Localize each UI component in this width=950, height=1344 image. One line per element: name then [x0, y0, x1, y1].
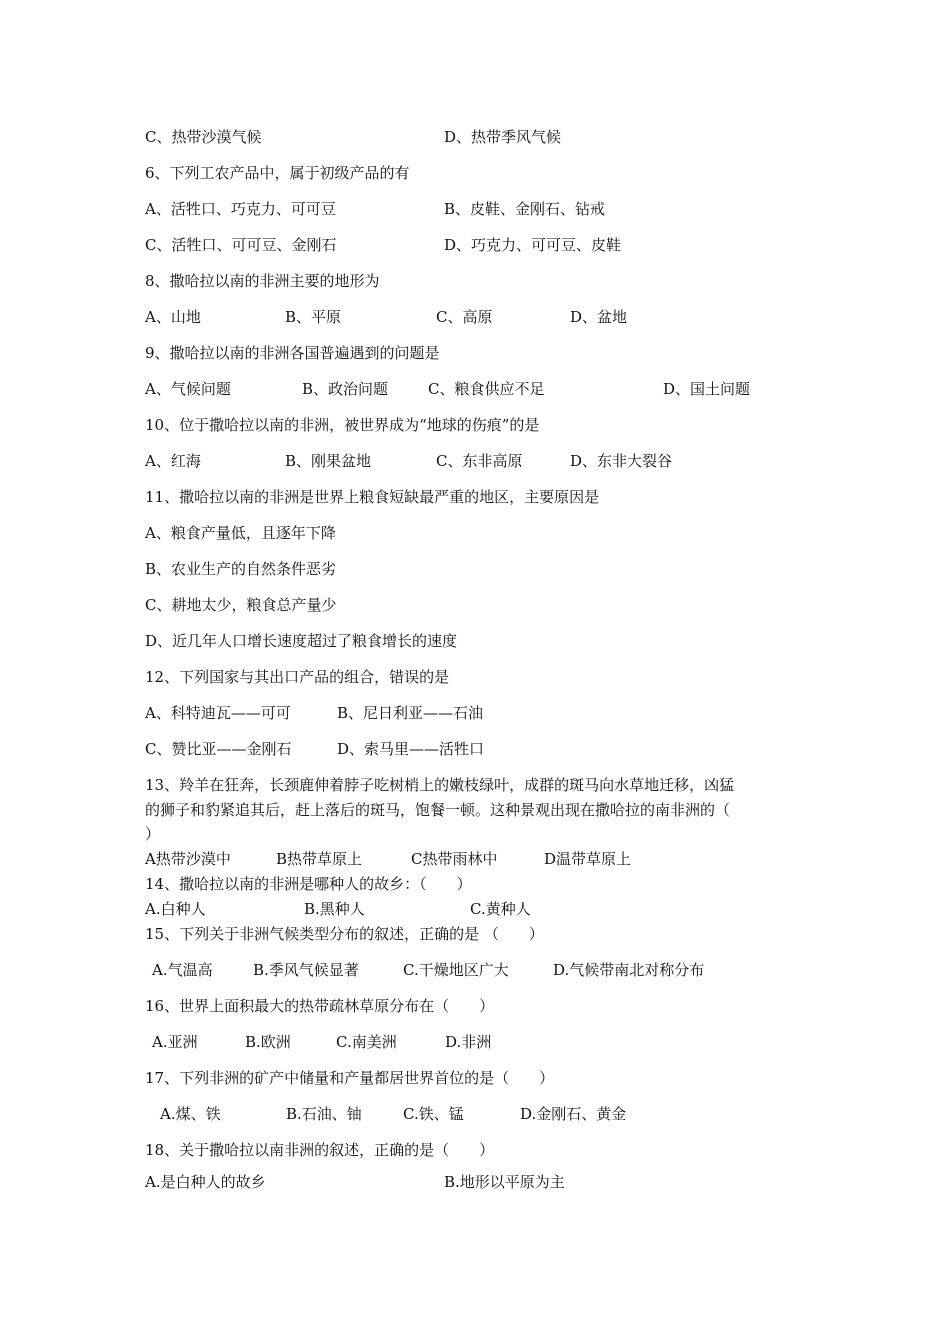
question-17: 17、下列非洲的矿产中储量和产量都居世界首位的是（ ） — [145, 1069, 555, 1087]
option-b: B、皮鞋、金刚石、钻戒 — [444, 200, 606, 218]
option-c: C.干燥地区广大 — [403, 961, 509, 979]
option-b: B、刚果盆地 — [285, 452, 372, 470]
option-c: C、耕地太少，粮食总产量少 — [145, 596, 337, 614]
option-a: A、气候问题 — [145, 380, 231, 398]
option-a: A.是白种人的故乡 — [145, 1173, 266, 1191]
option-a: A、红海 — [145, 452, 201, 470]
option-c: C、粮食供应不足 — [428, 380, 545, 398]
option-c: C、热带沙漠气候 — [145, 128, 262, 146]
question-6: 6、下列工农产品中，属于初级产品的有 — [145, 164, 410, 182]
question-14: 14、撒哈拉以南的非洲是哪种人的故乡：（ ） — [145, 875, 472, 893]
option-d: D.金刚石、黄金 — [520, 1105, 627, 1123]
option-d: D、巧克力、可可豆、皮鞋 — [444, 236, 622, 254]
option-d: D、盆地 — [570, 308, 628, 326]
option-b: B.欧洲 — [245, 1033, 291, 1051]
option-d: D、国土问题 — [663, 380, 751, 398]
option-c: C、活牲口、可可豆、金刚石 — [145, 236, 337, 254]
option-c: C.黄种人 — [470, 900, 531, 918]
option-d: D、热带季风气候 — [444, 128, 562, 146]
option-c: C、东非高原 — [436, 452, 523, 470]
question-15: 15、下列关于非洲气候类型分布的叙述，正确的是 （ ） — [145, 925, 544, 943]
option-a: A.亚洲 — [152, 1033, 198, 1051]
option-a: A.气温高 — [152, 961, 213, 979]
option-b: B、政治问题 — [302, 380, 389, 398]
question-13-line-3: ） — [145, 825, 161, 843]
option-d: D、索马里——活牲口 — [337, 740, 485, 758]
option-d: D.气候带南北对称分布 — [553, 961, 705, 979]
option-a: A.煤、铁 — [160, 1105, 221, 1123]
option-c: C.铁、锰 — [403, 1105, 464, 1123]
option-d: D.非洲 — [445, 1033, 492, 1051]
option-a: A、山地 — [145, 308, 201, 326]
option-d: D温带草原上 — [544, 850, 632, 868]
option-c: C、高原 — [436, 308, 493, 326]
question-13-line-2: 的狮子和豹紧追其后，赶上落后的斑马，饱餐一顿。这种景观出现在撒哈拉的南非洲的（ — [145, 801, 731, 819]
option-b: B.季风气候显著 — [253, 961, 359, 979]
option-b: B、尼日利亚——石油 — [337, 704, 484, 722]
option-a: A、科特迪瓦——可可 — [145, 704, 291, 722]
question-10: 10、位于撒哈拉以南的非洲，被世界成为“地球的伤痕”的是 — [145, 416, 540, 434]
option-b: B.地形以平原为主 — [444, 1173, 565, 1191]
question-18: 18、关于撒哈拉以南非洲的叙述，正确的是（ ） — [145, 1141, 495, 1159]
option-b: B热带草原上 — [276, 850, 363, 868]
option-b: B.黑种人 — [304, 900, 365, 918]
option-d: D、东非大裂谷 — [570, 452, 673, 470]
option-a: A、活牲口、巧克力、可可豆 — [145, 200, 336, 218]
option-d: D、近几年人口增长速度超过了粮食增长的速度 — [145, 632, 458, 650]
question-12: 12、下列国家与其出口产品的组合，错误的是 — [145, 668, 450, 686]
option-a: A.白种人 — [145, 900, 206, 918]
option-c: C.南美洲 — [336, 1033, 397, 1051]
option-c: C、赞比亚——金刚石 — [145, 740, 292, 758]
question-8: 8、撒哈拉以南的非洲主要的地形为 — [145, 272, 380, 290]
option-c: C热带雨林中 — [411, 850, 498, 868]
option-b: B.石油、铀 — [286, 1105, 362, 1123]
option-b: B、农业生产的自然条件恶劣 — [145, 560, 337, 578]
option-b: B、平原 — [285, 308, 342, 326]
question-16: 16、世界上面积最大的热带疏林草原分布在（ ） — [145, 997, 495, 1015]
question-13-line-1: 13、羚羊在狂奔，长颈鹿伸着脖子吃树梢上的嫩枝绿叶，成群的斑马向水草地迁移，凶猛 — [145, 776, 735, 794]
question-9: 9、撒哈拉以南的非洲各国普遍遇到的问题是 — [145, 344, 440, 362]
option-a: A热带沙漠中 — [145, 850, 231, 868]
question-11: 11、撒哈拉以南的非洲是世界上粮食短缺最严重的地区，主要原因是 — [145, 488, 600, 506]
option-a: A、粮食产量低，且逐年下降 — [145, 524, 336, 542]
